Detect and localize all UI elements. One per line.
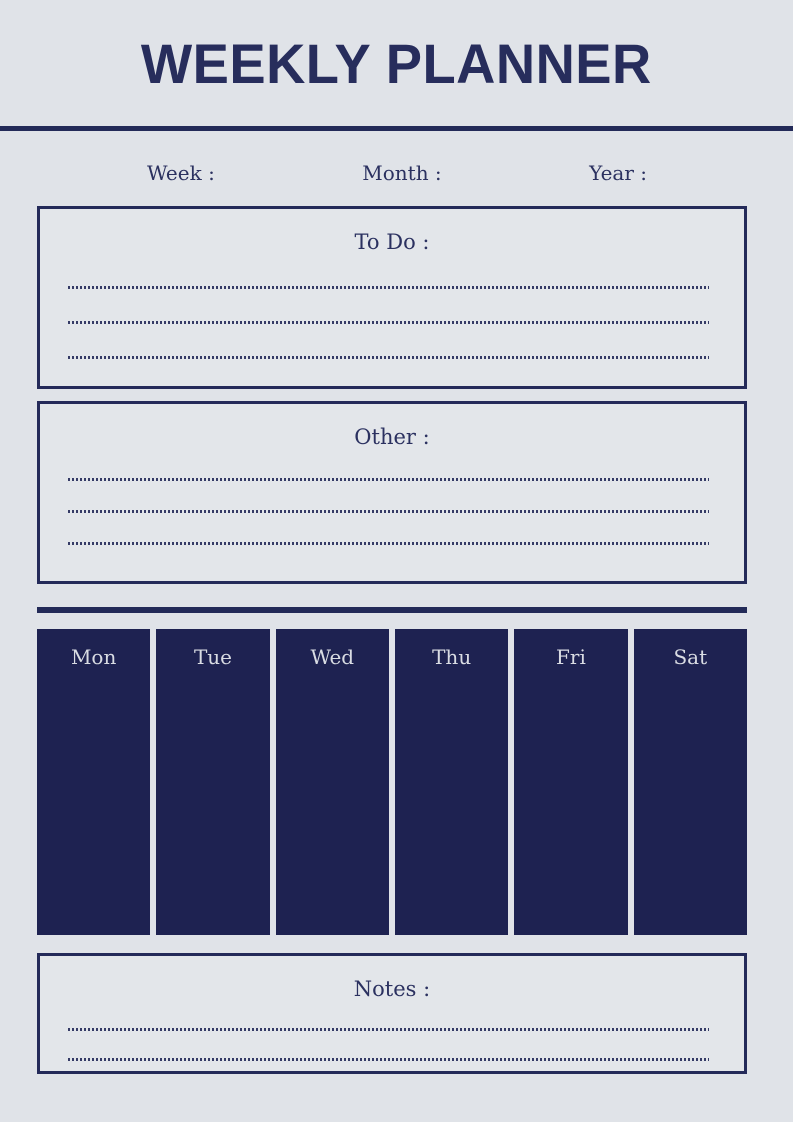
notes-section — [37, 953, 747, 1074]
todo-write-line — [68, 356, 709, 359]
page-title: WEEKLY PLANNER — [141, 31, 652, 95]
day-column-wed — [276, 629, 389, 935]
notes-write-line — [68, 1028, 709, 1031]
day-label-wed: Wed — [310, 645, 355, 669]
day-label-mon: Mon — [70, 645, 117, 669]
notes-write-line — [68, 1058, 709, 1061]
day-column-mon — [37, 629, 150, 935]
other-write-line — [68, 478, 709, 481]
year-label: Year : — [589, 161, 647, 185]
meta-row — [37, 131, 747, 185]
day-label-thu: Thu — [432, 645, 472, 669]
day-label-sat: Sat — [673, 645, 708, 669]
day-column-sat — [634, 629, 747, 935]
other-write-line — [68, 510, 709, 513]
other-section — [37, 401, 747, 584]
other-title: Other : — [354, 425, 430, 449]
other-write-line — [68, 542, 709, 545]
day-label-fri: Fri — [556, 645, 586, 669]
month-label: Month : — [362, 161, 442, 185]
day-column-thu — [395, 629, 508, 935]
notes-title: Notes : — [353, 977, 431, 1001]
todo-write-line — [68, 286, 709, 289]
days-row — [37, 629, 747, 935]
todo-write-line — [68, 321, 709, 324]
days-divider — [37, 607, 747, 613]
week-label: Week : — [147, 161, 215, 185]
day-column-tue — [156, 629, 269, 935]
day-label-tue: Tue — [193, 645, 233, 669]
page-header — [0, 0, 793, 126]
todo-title: To Do : — [354, 230, 430, 254]
todo-section — [37, 206, 747, 389]
day-column-fri — [514, 629, 627, 935]
